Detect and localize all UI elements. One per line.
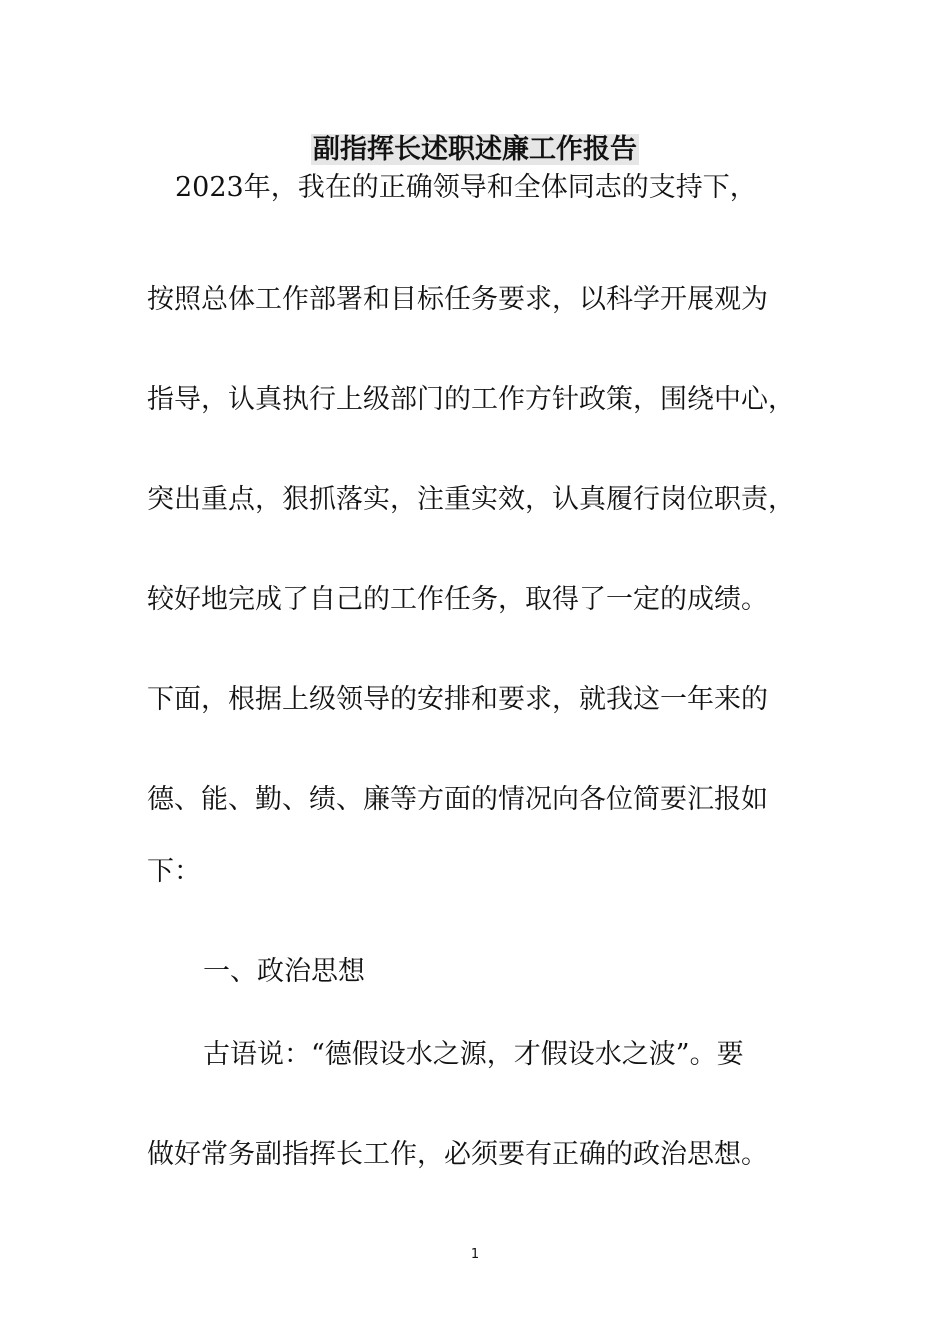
body-line-6: 下面，根据上级领导的安排和要求，就我这一年来的 xyxy=(147,684,768,715)
body-line-1: 2023年，我在的正确领导和全体同志的支持下， xyxy=(175,172,757,203)
body-line-4: 突出重点，狠抓落实，注重实效，认真履行岗位职责， xyxy=(147,484,795,515)
section-heading: 一、政治思想 xyxy=(203,956,365,987)
body-line-8: 下： xyxy=(147,856,201,887)
body-line-11: 做好常务副指挥长工作，必须要有正确的政治思想。 xyxy=(147,1139,768,1170)
body-line-2: 按照总体工作部署和目标任务要求，以科学开展观为 xyxy=(147,284,768,315)
document-title-text: 副指挥长述职述廉工作报告 xyxy=(313,134,637,165)
document-title xyxy=(0,130,950,170)
page-number: 1 xyxy=(470,1247,480,1262)
body-line-5: 较好地完成了自己的工作任务，取得了一定的成绩。 xyxy=(147,584,768,615)
body-line-10: 古语说：“德假设水之源，才假设水之波”。要 xyxy=(203,1039,744,1070)
body-line-3: 指导，认真执行上级部门的工作方针政策，围绕中心， xyxy=(147,384,795,415)
body-line-7: 德、能、勤、绩、廉等方面的情况向各位简要汇报如 xyxy=(147,784,768,815)
